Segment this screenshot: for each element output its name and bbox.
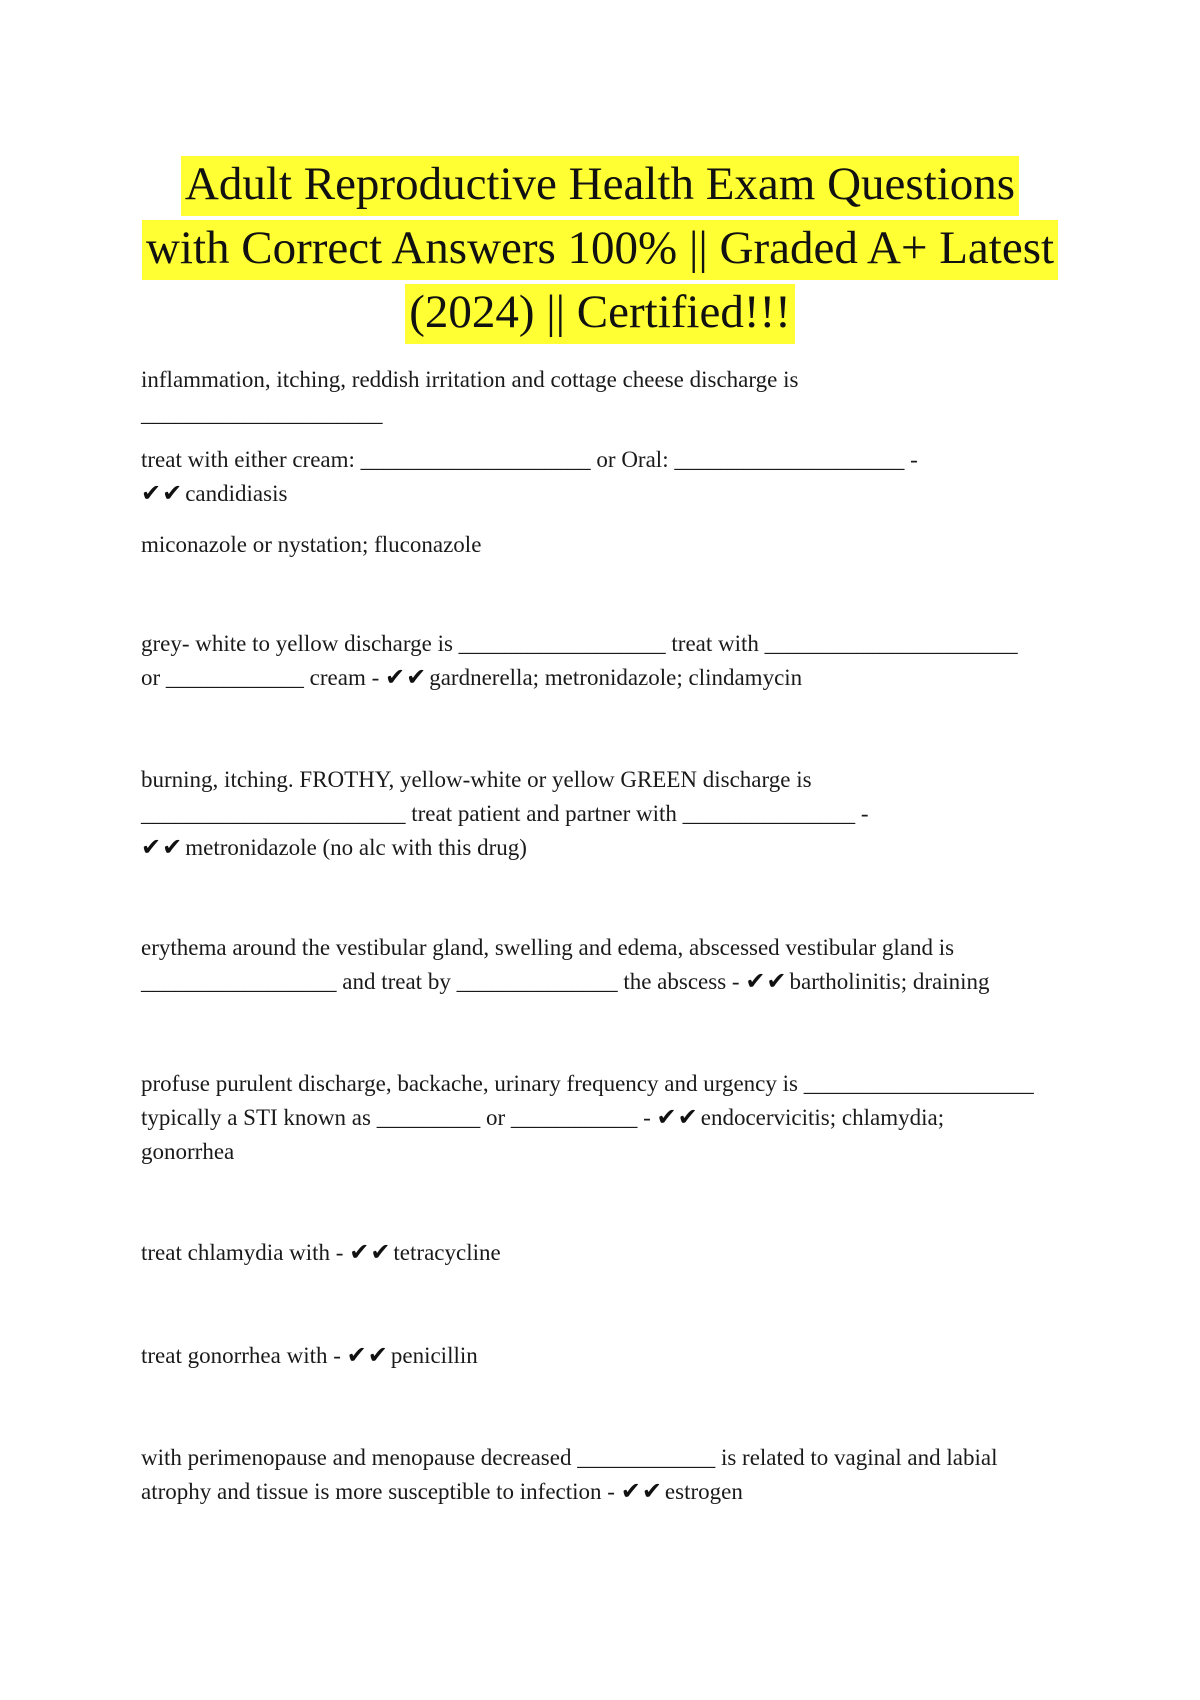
- question-text: atrophy and tissue is more susceptible to infection -: [141, 1479, 621, 1504]
- check-mark-icon: ✔✔: [349, 1238, 391, 1266]
- question-block-6: [141, 1067, 1061, 1169]
- question-text: erythema around the vestibular gland, swelling and edema, abscessed vestibular gland is: [141, 935, 955, 960]
- question-block-2: [141, 528, 1061, 562]
- question-text: _________________ and treat by ______________ the abscess -: [141, 969, 746, 994]
- question-block-7: [141, 1236, 1061, 1270]
- question-text: profuse purulent discharge, backache, urinary frequency and urgency is ____________________: [141, 1071, 1034, 1096]
- answer-text: tetracycline: [393, 1240, 501, 1265]
- question-text: treat gonorrhea with -: [141, 1343, 347, 1368]
- answer-text: candidiasis: [185, 481, 288, 506]
- check-mark-icon: ✔✔: [620, 1477, 662, 1505]
- answer-text: gonorrhea: [141, 1139, 235, 1164]
- question-text: or ____________ cream -: [141, 665, 385, 690]
- answer-text: bartholinitis; draining: [789, 969, 990, 994]
- answer-line: [141, 1101, 1061, 1135]
- check-mark-icon: ✔✔: [385, 663, 427, 691]
- question-text: typically a STI known as _________ or ___________ -: [141, 1105, 657, 1130]
- title-highlight: (2024) || Certified!!!: [405, 284, 795, 344]
- answer-text: miconazole or nystation; fluconazole: [141, 532, 482, 557]
- answer-line: [141, 965, 1061, 999]
- answer-blank: _____________________: [141, 401, 383, 426]
- answer-line: [141, 1339, 1061, 1373]
- title-highlight: Adult Reproductive Health Exam Questions: [181, 156, 1019, 216]
- answer-text: gardnerella; metronidazole; clindamycin: [429, 665, 803, 690]
- question-block-9: [141, 1441, 1061, 1509]
- question-block-3: [141, 627, 1061, 695]
- check-mark-icon: ✔✔: [141, 833, 183, 861]
- check-mark-icon: ✔✔: [745, 967, 787, 995]
- answer-text: penicillin: [390, 1343, 478, 1368]
- question-block-1b: [141, 443, 1061, 511]
- answer-text: estrogen: [664, 1479, 743, 1504]
- answer-line: [141, 477, 1061, 511]
- question-text: treat with either cream: ____________________ or Oral: ____________________ -: [141, 447, 918, 472]
- question-text: inflammation, itching, reddish irritation and cottage cheese discharge is: [141, 367, 799, 392]
- question-text: with perimenopause and menopause decreased ____________ is related to vaginal and labial: [141, 1445, 998, 1470]
- document-title: [120, 152, 1080, 344]
- title-line-3: [120, 280, 1080, 344]
- check-mark-icon: ✔✔: [656, 1103, 698, 1131]
- answer-line: [141, 661, 1061, 695]
- question-text: grey- white to yellow discharge is __________________ treat with ______________________: [141, 631, 1018, 656]
- check-mark-icon: ✔✔: [346, 1341, 388, 1369]
- question-block-5: [141, 931, 1061, 999]
- question-text: treat chlamydia with -: [141, 1240, 350, 1265]
- title-line-1: [120, 152, 1080, 216]
- check-mark-icon: ✔✔: [141, 479, 183, 507]
- answer-text: endocervicitis; chlamydia;: [700, 1105, 945, 1130]
- question-text: burning, itching. FROTHY, yellow-white or yellow GREEN discharge is: [141, 767, 812, 792]
- question-block-8: [141, 1339, 1061, 1373]
- title-highlight: with Correct Answers 100% || Graded A+ Latest: [142, 220, 1058, 280]
- question-text: _______________________ treat patient and partner with _______________ -: [141, 801, 869, 826]
- title-line-2: [120, 216, 1080, 280]
- question-block-1: [141, 363, 1061, 431]
- answer-line: [141, 831, 1061, 865]
- answer-line: [141, 1475, 1061, 1509]
- answer-text: metronidazole (no alc with this drug): [185, 835, 527, 860]
- question-block-4: [141, 763, 1061, 865]
- answer-line: [141, 1236, 1061, 1270]
